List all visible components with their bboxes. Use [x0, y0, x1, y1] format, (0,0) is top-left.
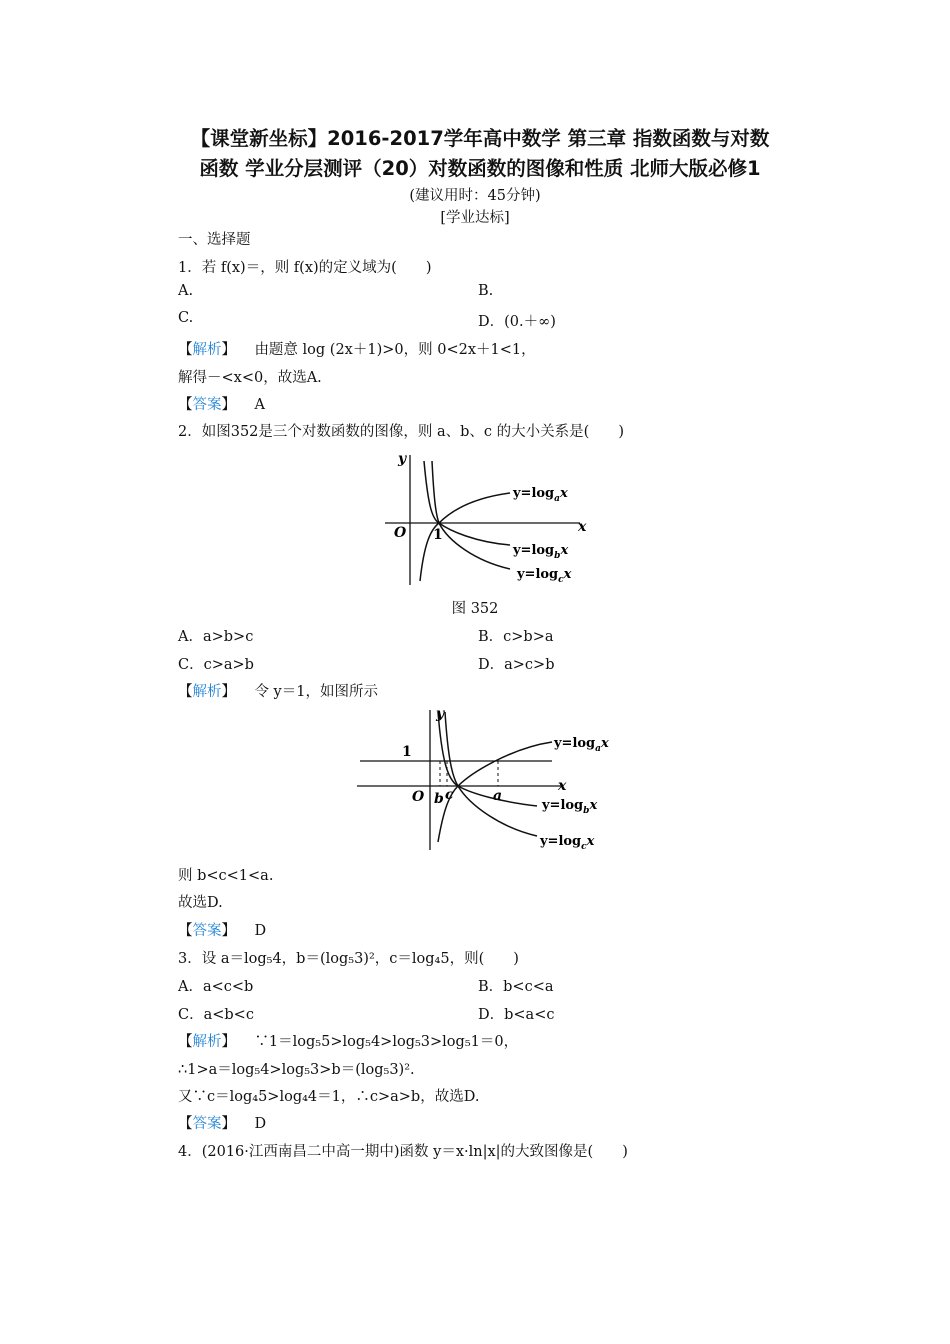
fig1-y-label: y — [398, 451, 407, 467]
fig1-x-label: x — [578, 519, 587, 535]
fig2-one-label: 1 — [402, 744, 412, 760]
q3-option-b: B．b<c<a — [478, 979, 554, 995]
analysis-tag-label: 解析 — [192, 1034, 222, 1050]
curve-log-c — [432, 461, 510, 569]
q2-stem: 2．如图352是三个对数函数的图像，则 a、b、c 的大小关系是( ) — [178, 424, 624, 440]
fig2-b-label: b — [434, 791, 444, 807]
q2-analysis — [178, 680, 378, 701]
q2-analysis-text: 令 y＝1，如图所示 — [254, 684, 378, 700]
q1-analysis-line2: 解得－<x<0，故选A. — [178, 370, 322, 386]
q3-analysis-line3: 又∵c＝log₄5>log₄4＝1，∴c>a>b，故选D. — [178, 1089, 480, 1105]
q2-conclusion-1: 则 b<c<1<a. — [178, 868, 274, 884]
document-title — [150, 124, 810, 184]
answer-tag: 【答案】 — [178, 923, 236, 939]
answer-tag-label: 答案 — [192, 397, 222, 413]
q2-answer-value: D — [254, 923, 267, 939]
q1-option-b: B. — [478, 283, 494, 299]
q2-conclusion-2: 故选D. — [178, 895, 223, 911]
q3-analysis — [178, 1030, 518, 1051]
suggested-time: (建议用时：45分钟) — [409, 188, 541, 204]
q3-analysis-text: ∵1＝log₅5>log₅4>log₅3>log₅1＝0， — [254, 1034, 519, 1050]
fig1-origin-label: O — [394, 525, 407, 541]
fig1-label-log-c: $y=\log_cx$ — [517, 567, 572, 585]
q2-option-c: C．c>a>b — [178, 657, 254, 673]
fig2-a-label: a — [493, 788, 503, 804]
q3-answer — [178, 1112, 266, 1133]
q2-option-a: A．a>b>c — [178, 629, 254, 645]
fig2-origin-label: O — [412, 789, 425, 805]
q3-analysis-line2: ∴1>a＝log₅4>log₅3>b＝(log₅3)². — [178, 1062, 415, 1078]
answer-tag: 【答案】 — [178, 397, 236, 413]
title-line-1: 【课堂新坐标】2016-2017学年高中数学 第三章 指数函数与对数 — [190, 127, 770, 150]
q1-answer — [178, 393, 265, 414]
q1-stem: 1．若 f(x)＝，则 f(x)的定义域为( ) — [178, 260, 432, 276]
title-line-2: 函数 学业分层测评（20）对数函数的图像和性质 北师大版必修1 — [199, 157, 761, 180]
q2-option-b: B．c>b>a — [478, 629, 554, 645]
fig1-one-label: 1 — [433, 527, 443, 543]
fig2-y-label: y — [436, 706, 445, 722]
q3-stem: 3．设 a＝log₅4，b＝(log₅3)²，c＝log₄5，则( ) — [178, 951, 519, 967]
q2-answer — [178, 919, 266, 940]
q2-analysis-figure — [352, 702, 632, 857]
fig1-label-log-b: $y=\log_bx$ — [513, 543, 569, 561]
fig2-label-log-a: $y=\log_ax$ — [554, 736, 609, 754]
analysis-tag: 【解析】 — [178, 1034, 236, 1050]
answer-tag-label: 答案 — [192, 923, 222, 939]
q2-option-d: D．a>c>b — [478, 657, 555, 673]
q2-figure-352 — [380, 445, 600, 595]
q1-analysis — [178, 338, 536, 359]
fig1-label-log-a: $y=\log_ax$ — [513, 486, 568, 504]
analysis-tag-label: 解析 — [192, 684, 222, 700]
q1-option-c: C. — [178, 310, 194, 326]
answer-tag-label: 答案 — [192, 1116, 222, 1132]
fig2-c-label: c — [445, 787, 454, 803]
curve-log-c — [445, 712, 537, 836]
q3-option-d: D．b<a<c — [478, 1007, 555, 1023]
q4-stem: 4．(2016·江西南昌二中高一期中)函数 y＝x·ln|x|的大致图像是( ) — [178, 1144, 628, 1160]
fig2-label-log-b: $y=\log_bx$ — [542, 798, 598, 816]
q1-option-a: A. — [178, 283, 194, 299]
q1-analysis-text: 由题意 log (2x＋1)>0，则 0<2x＋1<1， — [254, 342, 536, 358]
q1-option-d: D．(0.＋∞) — [478, 314, 556, 330]
analysis-tag: 【解析】 — [178, 342, 236, 358]
analysis-tag-label: 解析 — [192, 342, 222, 358]
section-label: [学业达标] — [440, 210, 510, 226]
analysis-tag: 【解析】 — [178, 684, 236, 700]
fig2-x-label: x — [558, 778, 567, 794]
answer-tag: 【答案】 — [178, 1116, 236, 1132]
q2-figure-caption: 图 352 — [451, 601, 499, 617]
q3-option-a: A．a<c<b — [178, 979, 254, 995]
q3-answer-value: D — [254, 1116, 267, 1132]
q1-answer-value: A — [254, 397, 265, 413]
fig2-label-log-c: $y=\log_cx$ — [540, 834, 595, 852]
q3-option-c: C．a<b<c — [178, 1007, 254, 1023]
part-heading: 一、选择题 — [178, 232, 251, 248]
